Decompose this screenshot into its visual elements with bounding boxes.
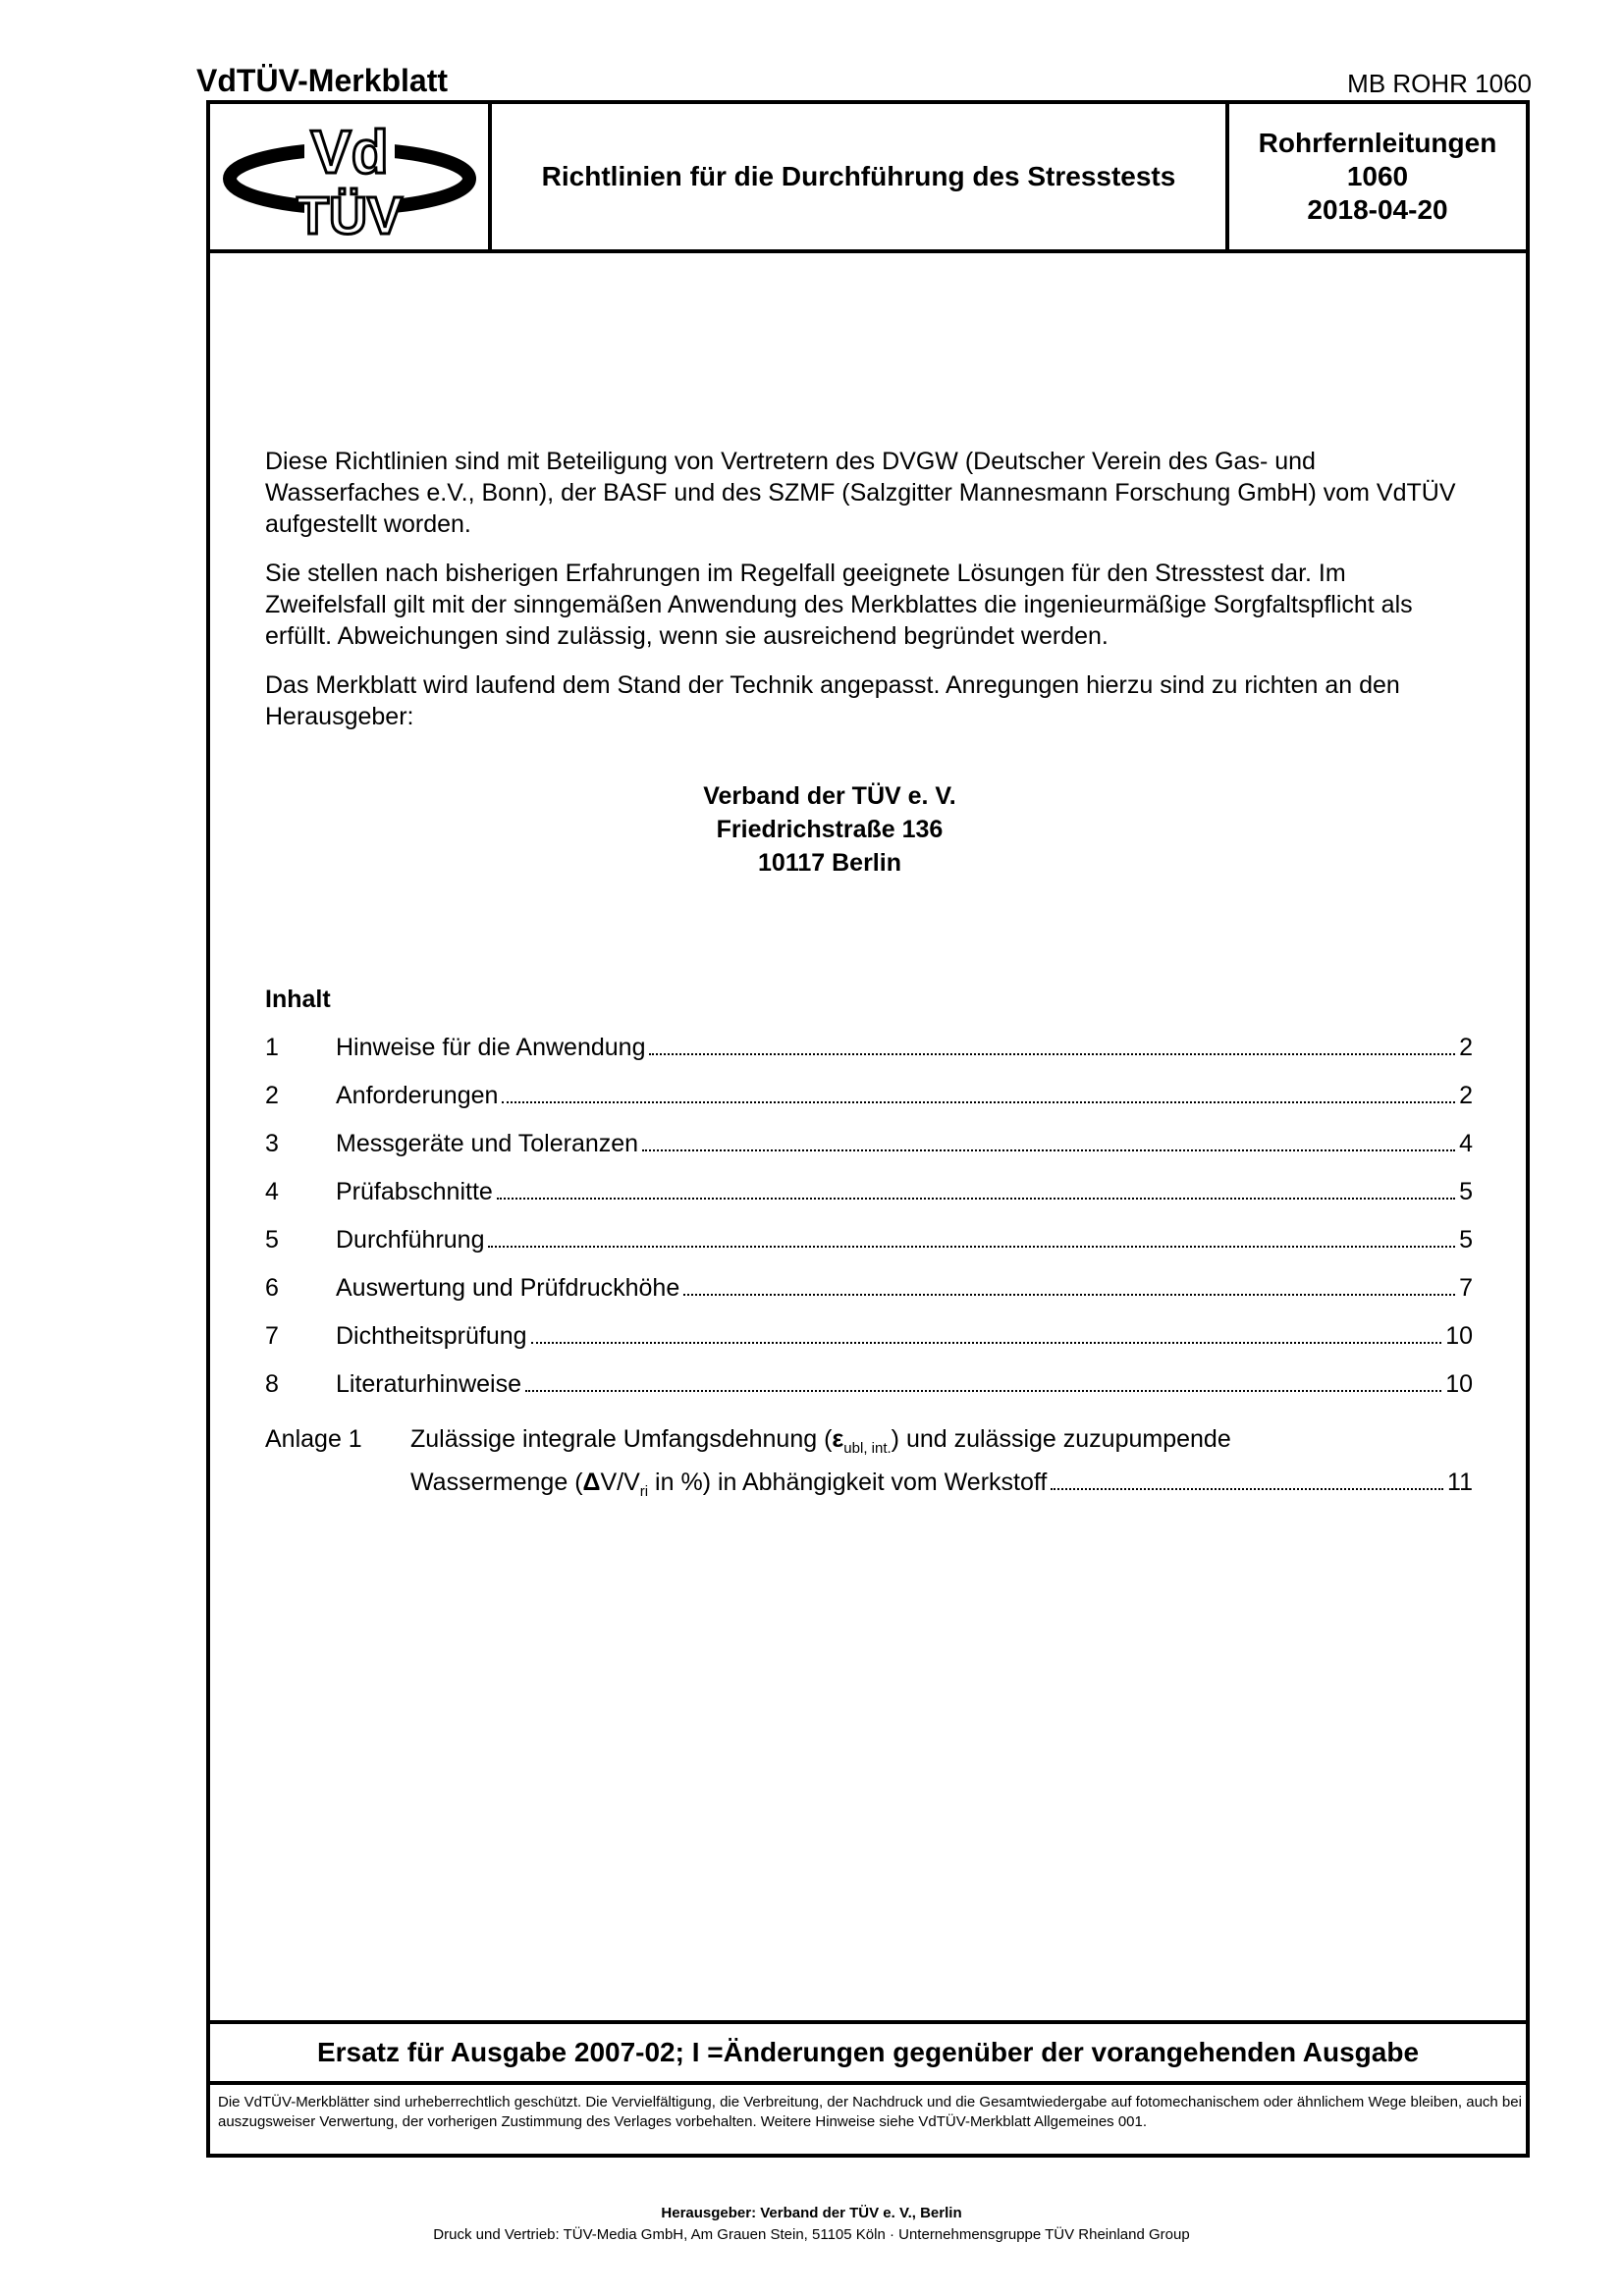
footer-publisher: Herausgeber: Verband der TÜV e. V., Berlin <box>661 2205 962 2221</box>
annex-line-1: Zulässige integrale Umfangsdehnung $(\varepsilon_{ubl, int.})$ und zulässige zuzupumpende <box>410 1425 1231 1457</box>
toc-item[interactable] <box>265 1274 1473 1322</box>
toc-annex-item[interactable] <box>265 1422 1473 1509</box>
annex-number: Anlage 1 <box>265 1425 362 1453</box>
toc-item[interactable] <box>265 1034 1473 1082</box>
toc-title: Durchführung <box>336 1226 485 1254</box>
address-line: Friedrichstraße 136 <box>716 816 944 843</box>
logo-tuev-text: TÜV <box>297 187 403 245</box>
copyright-notice: Die VdTÜV-Merkblätter sind urheberrechtlich geschützt. Die Vervielfältigung, die Verbreitung, der Nachdruck und die Gesamtwiedergabe auf fotomechanischem oder ähnlichem Wege bleiben, auch bei auszugsweiser Verwertung, der vorherigen Zustimmung des Verlages vorbehalten. Weitere Hinweise siehe VdTÜV-Merkblatt Allgemeines 001. <box>218 2094 1522 2130</box>
toc-page: 4 <box>1459 1130 1473 1157</box>
toc-title: Hinweise für die Anwendung <box>336 1034 646 1061</box>
toc-page: 11 <box>1447 1468 1473 1496</box>
logo-vd-text: Vd <box>310 119 389 187</box>
replacement-note: Ersatz für Ausgabe 2007-02; I =Änderungen gegenüber der vorangehenden Ausgabe <box>210 2020 1526 2085</box>
toc-item[interactable] <box>265 1130 1473 1178</box>
toc-number: 6 <box>265 1274 279 1302</box>
toc-leader <box>642 1149 1455 1151</box>
document-code: MB ROHR 1060 <box>1347 69 1532 98</box>
intro-paragraph-2: Sie stellen nach bisherigen Erfahrungen im Regelfall geeignete Lösungen für den Stresstest dar. Im Zweifelsfall gilt mit der sinngemäßen Anwendung des Merkblattes die ingenieurmäßige Sorgfaltspflicht als erfüllt. Abweichungen sind zulässig, wenn sie ausreichend begründet werden. <box>265 560 1413 650</box>
annex-line-2: Wassermenge ($\Delta V/V_{ri}$ in %) in Abhängigkeit vom Werkstoff 11 <box>410 1466 1473 1509</box>
document-brand: VdTÜV-Merkblatt <box>196 63 449 98</box>
toc-item[interactable] <box>265 1082 1473 1130</box>
toc-leader <box>1051 1488 1443 1490</box>
document-date: 2018-04-20 <box>1307 194 1448 225</box>
toc-page: 10 <box>1445 1322 1473 1350</box>
toc-item[interactable] <box>265 1226 1473 1274</box>
vdtuev-logo <box>210 104 492 249</box>
toc-leader <box>502 1101 1455 1103</box>
toc-leader <box>497 1198 1455 1200</box>
toc-item[interactable] <box>265 1178 1473 1226</box>
toc-leader <box>683 1294 1455 1296</box>
document-number: 1060 <box>1346 161 1409 191</box>
toc-title: Anforderungen <box>336 1082 499 1109</box>
toc-leader <box>488 1246 1455 1248</box>
toc-page: 7 <box>1459 1274 1473 1302</box>
toc-page: 10 <box>1445 1370 1473 1398</box>
toc-leader <box>525 1390 1441 1392</box>
toc-leader <box>649 1053 1455 1055</box>
header-row <box>210 104 1526 253</box>
address-line: 10117 Berlin <box>758 849 901 877</box>
document-category: Rohrfernleitungen <box>1258 128 1497 158</box>
toc-title: Literaturhinweise <box>336 1370 521 1398</box>
toc-page: 5 <box>1459 1178 1473 1205</box>
toc-number: 4 <box>265 1178 279 1205</box>
toc-page: 2 <box>1459 1082 1473 1109</box>
toc-number: 7 <box>265 1322 279 1350</box>
publisher-address <box>265 779 1473 880</box>
address-line: Verband der TÜV e. V. <box>703 782 956 810</box>
toc-title: Messgeräte und Toleranzen <box>336 1130 639 1157</box>
toc-title: Dichtheitsprüfung <box>336 1322 527 1350</box>
top-line <box>196 63 1532 102</box>
toc-page: 5 <box>1459 1226 1473 1254</box>
footer-distribution: Druck und Vertrieb: TÜV-Media GmbH, Am Grauen Stein, 51105 Köln · Unternehmensgruppe TÜV Rheinland Group <box>433 2226 1190 2243</box>
toc-leader <box>531 1342 1442 1344</box>
intro-paragraph-3: Das Merkblatt wird laufend dem Stand der Technik angepasst. Anregungen hierzu sind zu richten an den Herausgeber: <box>265 671 1400 730</box>
toc-number: 2 <box>265 1082 279 1109</box>
toc-heading: Inhalt <box>265 986 331 1013</box>
toc-title: Auswertung und Prüfdruckhöhe <box>336 1274 680 1302</box>
document-frame <box>206 100 1530 2158</box>
toc-number: 5 <box>265 1226 279 1254</box>
annex-title <box>410 1422 1473 1509</box>
document-meta <box>1229 104 1526 249</box>
toc-page: 2 <box>1459 1034 1473 1061</box>
toc-number: 1 <box>265 1034 279 1061</box>
toc-item[interactable] <box>265 1322 1473 1370</box>
intro-paragraph-1: Diese Richtlinien sind mit Beteiligung von Vertretern des DVGW (Deutscher Verein des Gas- und Wasserfaches e.V., Bonn), der BASF und des SZMF (Salzgitter Mannesmann Forschung GmbH) vom VdTÜV aufgestellt worden. <box>265 448 1456 538</box>
toc-title: Prüfabschnitte <box>336 1178 493 1205</box>
toc-item[interactable] <box>265 1370 1473 1418</box>
toc-number: 8 <box>265 1370 279 1398</box>
document-title: Richtlinien für die Durchführung des Stresstests <box>492 104 1229 249</box>
toc-number: 3 <box>265 1130 279 1157</box>
table-of-contents <box>265 1034 1473 1509</box>
main-content <box>265 249 1473 1509</box>
